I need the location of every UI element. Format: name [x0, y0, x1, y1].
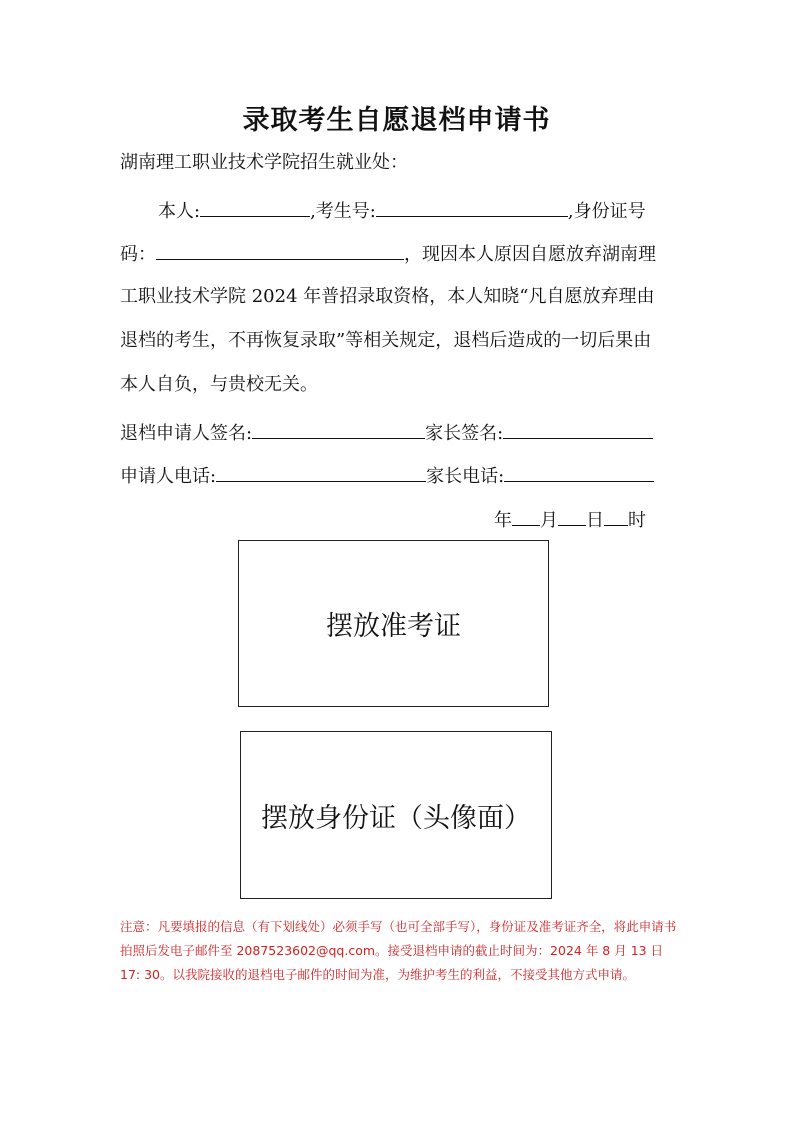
statement-line-4: 退档的考生，不再恢复录取”等相关规定，退档后造成的一切后果由 [120, 330, 652, 351]
admission-ticket-placement-label: 摆放准考证 [326, 611, 461, 642]
id-number-label-continued: 码： [120, 244, 156, 265]
notice-text: 注意：凡要填报的信息（有下划线处）必须手写（也可全部手写），身份证及准考证齐全，将此申请书拍照后发电子邮件至 2087523602@qq.com。接受退档申请的截止时间为：2024 年 8 月 13 日 17: 30。以我院接收的退档电子邮件的时间为准，为维护考生的利益，不接受其他方式申请。 [120, 919, 677, 982]
day-blank[interactable] [558, 506, 586, 526]
addressee: 湖南理工职业技术学院招生就业处： [120, 152, 408, 173]
year-label: 年 [494, 510, 512, 531]
applicant-signature-blank[interactable] [252, 419, 425, 439]
hour-blank[interactable] [604, 506, 628, 526]
month-label: 月 [540, 510, 558, 531]
parent-signature-blank[interactable] [503, 419, 653, 439]
signature-line [120, 419, 653, 446]
name-label: 本人: [158, 201, 201, 222]
statement-start: ，现因本人原因自愿放弃湖南理 [404, 244, 656, 265]
applicant-signature-label: 退档申请人签名: [120, 423, 253, 444]
id-number-blank[interactable] [156, 240, 404, 260]
month-blank[interactable] [512, 506, 540, 526]
day-label: 日 [586, 510, 604, 531]
id-card-placement-label: 摆放身份证（头像面） [261, 802, 531, 834]
parent-signature-label: 家长签名: [425, 423, 504, 444]
line-id-continued [120, 240, 656, 267]
exam-number-label: ,考生号: [310, 201, 376, 222]
statement-line-5: 本人自负，与贵校无关。 [120, 374, 318, 395]
statement-line-3: 工职业技术学院 2024 年普招录取资格，本人知晓“凡自愿放弃理由 [120, 286, 655, 307]
id-card-placement-box[interactable] [240, 731, 552, 899]
admission-ticket-placement-box[interactable] [238, 540, 549, 707]
applicant-phone-blank[interactable] [216, 462, 426, 482]
parent-phone-blank[interactable] [504, 462, 654, 482]
applicant-phone-label: 申请人电话: [120, 466, 217, 487]
phone-line [120, 462, 654, 489]
parent-phone-label: 家长电话: [426, 466, 505, 487]
line-name-exam-id [158, 197, 646, 224]
hour-label: 时 [628, 510, 646, 531]
name-blank[interactable] [200, 197, 310, 217]
date-line [494, 506, 646, 533]
document-title: 录取考生自愿退档申请书 [242, 105, 551, 136]
exam-number-blank[interactable] [376, 197, 568, 217]
id-number-label: ,身份证号 [567, 201, 646, 222]
